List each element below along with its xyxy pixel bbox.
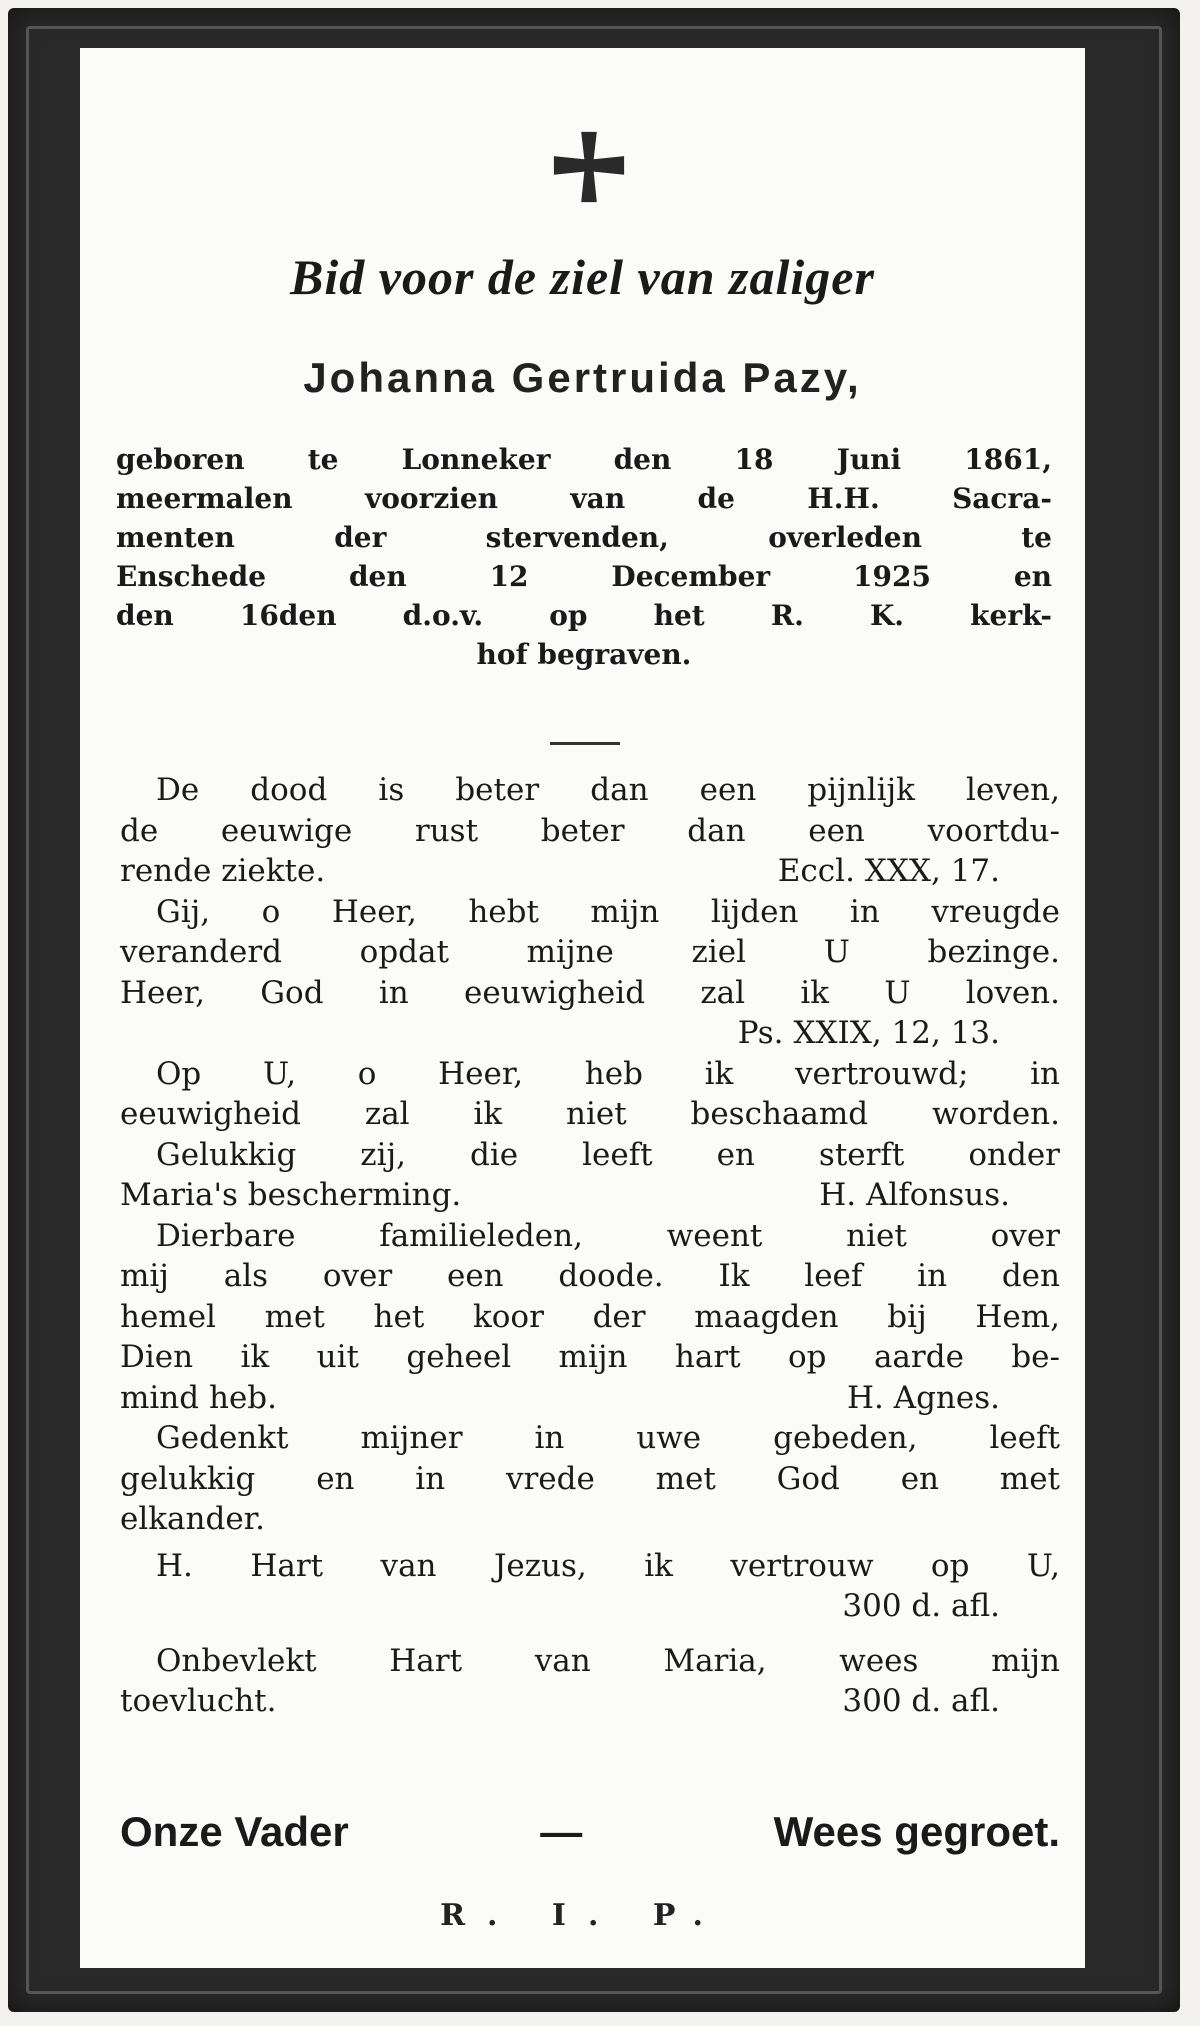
biography <box>116 440 1052 674</box>
verse-citation: Ps. XXIX, 12, 13. <box>737 1015 1000 1051</box>
prayer-our-father: Onze Vader <box>120 1808 349 1855</box>
verse-line: de eeuwige rust beter dan een voortdu- <box>120 812 1060 849</box>
verse-line: Heer, God in eeuwigheid zal ik U loven. <box>120 974 1060 1011</box>
prayer-hail-mary: Wees gegroet. <box>773 1808 1060 1855</box>
verse-line: Gedenkt mijner in uwe gebeden, leeft <box>156 1420 1060 1456</box>
verse-line: veranderd opdat mijne ziel U bezinge. <box>120 934 1060 970</box>
verse-line: Gelukkig zij, die leeft en sterft onder <box>156 1136 1060 1173</box>
verse-line: gelukkig en in vrede met God en met <box>120 1460 1060 1497</box>
divider <box>550 742 620 745</box>
bio-line: meermalen voorzien van de H.H. Sacra- <box>116 482 1052 515</box>
bio-line: menten der stervenden, overleden te <box>116 521 1052 554</box>
verse-line <box>120 1378 1060 1419</box>
verse-line: Gij, o Heer, hebt mijn lijden in vreugde <box>156 893 1060 930</box>
verse-line: Op U, o Heer, heb ik vertrouwd; in <box>156 1055 1060 1092</box>
bio-line: Enschede den 12 December 1925 en <box>116 560 1052 593</box>
verse-text: Maria's bescherming. <box>120 1177 462 1213</box>
card-title: Bid voor de ziel van zaliger <box>290 249 875 305</box>
rip-text: R. I. P. <box>440 1898 725 1933</box>
verse-line <box>120 851 1060 892</box>
verse-line <box>120 1175 1060 1216</box>
verse-line: elkander. <box>120 1501 265 1537</box>
verse-text: rende ziekte. <box>120 853 326 889</box>
indulgence-line: H. Hart van Jezus, ik vertrouw op U, <box>156 1547 1060 1584</box>
verse-text: toevlucht. <box>120 1683 277 1719</box>
indulgence-note: 300 d. afl. <box>842 1683 1000 1719</box>
bio-line: den 16den d.o.v. op het R. K. kerk- <box>116 599 1052 632</box>
prayer-dash: — <box>540 1808 583 1855</box>
verse-line: Dien ik uit geheel mijn hart op aarde be- <box>120 1339 1060 1375</box>
verse-citation: H. Alfonsus. <box>819 1177 1010 1213</box>
cross-icon <box>550 128 628 206</box>
verse-line: eeuwigheid zal ik niet beschaamd worden. <box>120 1096 1060 1132</box>
verse-text: mind heb. <box>120 1379 277 1416</box>
card-panel <box>80 48 1085 1968</box>
verse-citation: H. Agnes. <box>846 1379 1000 1416</box>
bio-line: hof begraven. <box>476 638 692 671</box>
prayer-line <box>120 1808 1060 1856</box>
bio-line: geboren te Lonneker den 18 Juni 1861, <box>116 443 1052 476</box>
verse-line <box>120 1681 1060 1722</box>
verse-citation: Eccl. XXX, 17. <box>777 853 1000 889</box>
verses <box>120 770 1060 1722</box>
verse-line: hemel met het koor der maagden bij Hem, <box>120 1298 1060 1335</box>
deceased-name: Johanna Gertruida Pazy, <box>303 354 862 401</box>
verse-line: Dierbare familieleden, weent niet over <box>156 1217 1060 1254</box>
indulgence-note: 300 d. afl. <box>842 1588 1000 1624</box>
verse-line: De dood is beter dan een pijnlijk leven, <box>156 772 1060 808</box>
indulgence-line: Onbevlekt Hart van Maria, wees mijn <box>156 1642 1060 1679</box>
verse-line: mij als over een doode. Ik leef in den <box>120 1258 1060 1294</box>
